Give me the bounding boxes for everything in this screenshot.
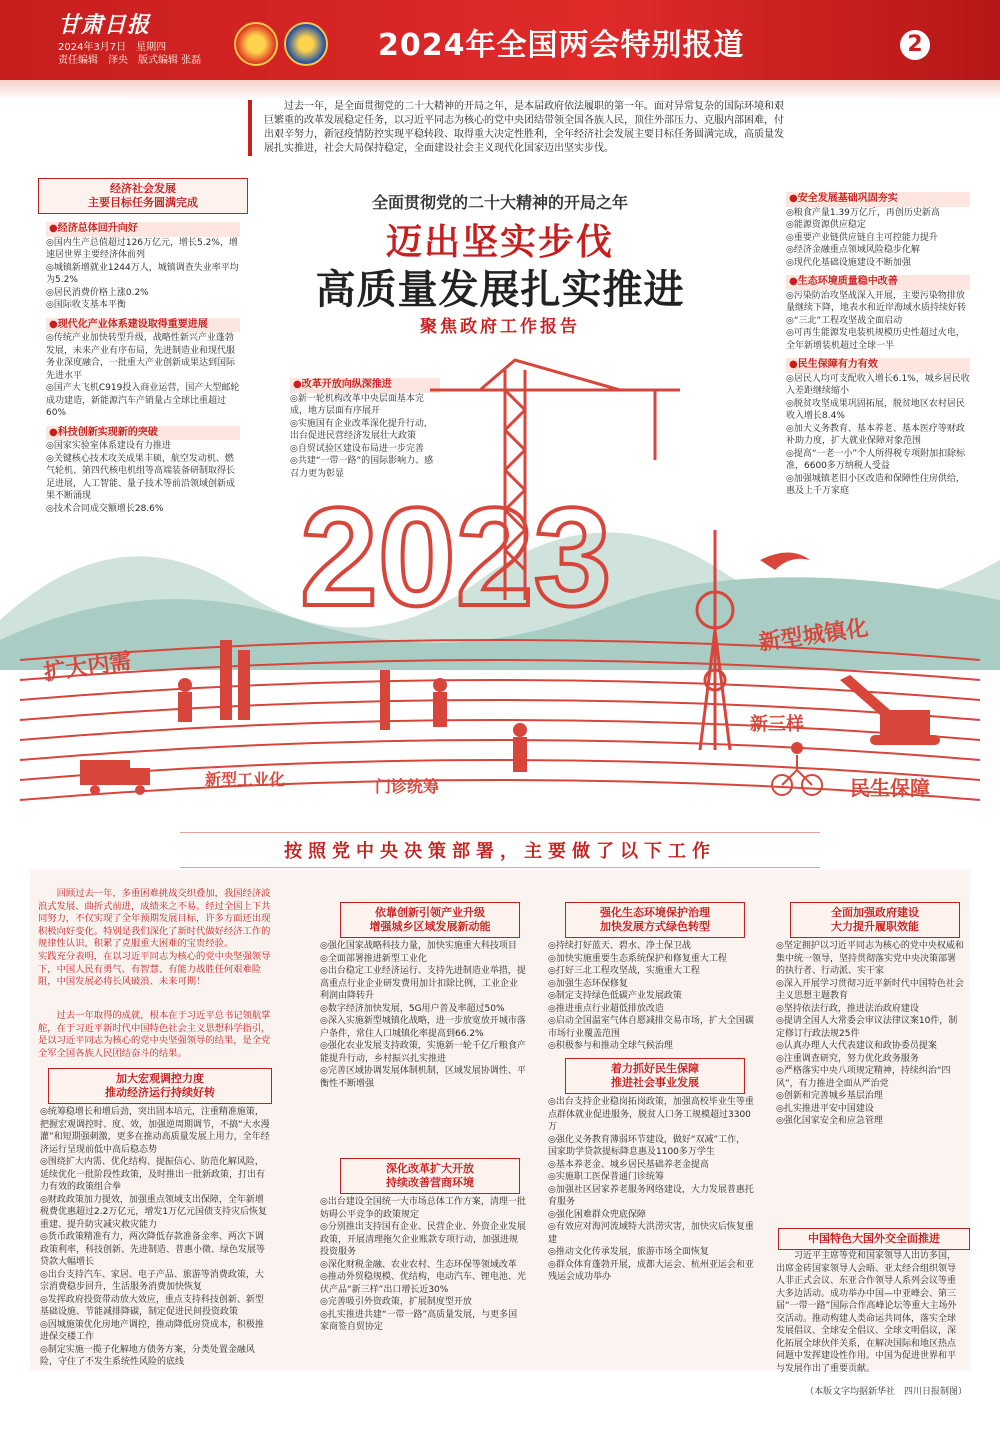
- sub-title: 全面贯彻党的二十大精神的开局之年: [371, 193, 628, 212]
- col4-header2: 中国特色大国外交全面推进: [778, 1228, 970, 1250]
- masthead-fade: [0, 80, 1000, 100]
- item-title: ●科技创新实现新的突破: [46, 426, 240, 441]
- col4-header: 全面加强政府建设 大力提升履职效能: [790, 902, 960, 938]
- col1-text: ◎统筹稳增长和增后劲，突出固本培元，注重精准施策，把握宏观调控时、度、效，加强逆周期调节，不搞“大水漫灌”和短期强刺激，更多在推动高质量发展上用力，全年经济运行呈现前低中高后稳态势 ◎围绕扩大内需、优化结构、提振信心、防范化解风险，延续优化一批阶段性政策，及时推出一批新政策，打出有力有效的政策组合拳 ◎财政政策加力提效，加强重点领域支出保障，全年新增税费优惠超过2.2万亿元，增发1万亿元国债支持灾后恢复重建、提升防灾减灾救灾能力 ◎货币政策精准有力，两次降低存款准备金率、两次下调政策利率，科技创新、先进制造、普惠小微、绿色发展等贷款大幅增长 ◎出台支持汽车、家居、电子产品、旅游等消费政策，大宗消费稳步回升，生活服务消费加快恢复 ◎发挥政府投资带动放大效应，重点支持科技创新、新型基础设施、节能减排降碳，制定促进民间投资政策 ◎因城施策优化房地产调控，推动降低房贷成本，积极推进保交楼工作 ◎制定实施一揽子化解地方债务方案，分类处置金融风险，守住了不发生系统性风险的底线: [40, 1107, 270, 1367]
- review-quote: 回顾过去一年，多重困难挑战交织叠加，我国经济波浪式发展、曲折式前进，成绩来之不易。经过全国上下共同努力，不仅实现了全年预期发展目标，许多方面还出现积极向好变化。特别是我们深化了新时代做好经济工作的规律性认识，积累了克服重大困难的宝贵经验。 实践充分表明，在以习近平同志为核心的党中央坚强领导下，中国人民有勇气、有智慧、有能力战胜任何艰难险阻，中国发展必将长风破浪、未来可期！: [38, 888, 271, 988]
- item-text: ◎居民人均可支配收入增长6.1%，城乡居民收入差距继续缩小 ◎脱贫攻坚成果巩固拓展，脱贫地区农村居民收入增长8.4% ◎加大义务教育、基本养老、基本医疗等财政补助力度，扩大就业保障对象范围 ◎提高“一老一小”个人所得税专项附加扣除标准，6600多万纳税人受益 ◎加强城镇老旧小区改造和保障性住房供给，惠及上千万家庭: [786, 373, 970, 496]
- col1-header: 加大宏观调控力度 推动经济运行持续好转: [48, 1068, 272, 1104]
- national-emblem-icon: [234, 22, 278, 66]
- col3-header: 强化生态环境保护治理 加快发展方式绿色转型: [565, 902, 745, 938]
- col3-text: ◎持续打好蓝天、碧水、净土保卫战 ◎加快实施重要生态系统保护和修复重大工程 ◎打好三北工程攻坚战，实施重大工程 ◎加强生态环保修复 ◎制定支持绿色低碳产业发展政策 ◎推进重点行业超低排放改造 ◎启动全国温室气体自愿减排交易市场，扩大全国碳市场行业覆盖范围 ◎积极参与和推动全球气候治理: [548, 941, 754, 1051]
- col4-text2: 习近平主席等党和国家领导人出访多国，出席金砖国家领导人会晤、亚太经合组织领导人非正式会议、东亚合作领导人系列会议等重大多边活动。成功举办中国—中亚峰会、第三届“一带一路”国际合作高峰论坛等重大主场外交活动。推动构建人类命运共同体，落实全球发展倡议、全球安全倡议、全球文明倡议，深化拓展全球伙伴关系，在解决国际和地区热点问题中发挥建设性作用。中国为促进世界和平与发展作出了重要贡献。: [776, 1251, 957, 1374]
- col2-header2: 深化改革扩大开放 持续改善营商环境: [340, 1158, 520, 1194]
- label-expand-demand: 扩大内需: [42, 647, 133, 685]
- label-livelihood: 民生保障: [850, 778, 930, 800]
- label-new-industrialization: 新型工业化: [205, 772, 286, 789]
- label-outpatient: 门诊统筹: [375, 779, 440, 796]
- col2-text2: ◎出台建设全国统一大市场总体工作方案，清理一批妨碍公平竞争的政策规定 ◎分别推出支持国有企业、民营企业、外资企业发展政策，开展清理拖欠企业账款专项行动，加强进规投资服务 ◎深化财税金融、农业农村、生态环保等领域改革 ◎推动外贸稳规模、优结构，电动汽车、锂电池、光伏产品“新三样”出口增长近30% ◎完善吸引外资政策，扩展制度型开放 ◎扎实推进共建“一带一路”高质量发展，与更多国家商签自贸协定: [320, 1197, 526, 1332]
- achievement-quote: 过去一年取得的成就，根本在于习近平总书记领航掌舵，在于习近平新时代中国特色社会主义思想科学指引，是以习近平同志为核心的党中央坚强领导的结果，是全党全军全国各族人民团结奋斗的结果。: [38, 1010, 271, 1059]
- item-title: ●民生保障有力有效: [786, 358, 970, 373]
- truck-icon: [80, 760, 150, 795]
- col4-text: ◎坚定拥护以习近平同志为核心的党中央权威和集中统一领导，坚持贯彻落实党中央决策部署的执行者、行动派、实干家 ◎深入开展学习贯彻习近平新时代中国特色社会主义思想主题教育 ◎坚持依法行政，推进法治政府建设 ◎提请全国人大常委会审议法律议案10件，制定修订行政法规25件 ◎认真办理人大代表建议和政协委员提案 ◎注重调查研究，努力优化政务服务 ◎严格落实中央八项规定精神，持续纠治“四风”，有力推进全面从严治党 ◎创新和完善城乡基层治理 ◎扎实推进平安中国建设 ◎强化国家安全和应急管理: [776, 941, 964, 1126]
- cppcc-emblem-icon: [284, 22, 328, 66]
- item-text: ◎粮食产量1.39万亿斤，再创历史新高 ◎能源资源供应稳定 ◎重要产业链供应链自主可控能力提升 ◎经济金融重点领域风险稳步化解 ◎现代化基础设施建设不断加强: [786, 207, 940, 268]
- issue-date: 2024年3月7日 星期四: [58, 42, 167, 53]
- editors-line: 责任编辑 泽央 版式编辑 张磊: [58, 55, 202, 66]
- focus-subtitle: 聚焦政府工作报告: [420, 317, 580, 337]
- item-title: ●经济总体回升向好: [46, 222, 240, 237]
- left-panel-header: 经济社会发展 主要目标任务圆满完成: [38, 178, 248, 214]
- col3-header2: 着力抓好民生保障 推进社会事业发展: [565, 1058, 745, 1094]
- col2-text: ◎强化国家战略科技力量，加快实施重大科技项目 ◎全面部署推进新型工业化 ◎出台稳定工业经济运行、支持先进制造业举措，提高重点行业企业研发费用加计扣除比例，工业企业利润由降转升 ◎数字经济加快发展，5G用户普及率超过50% ◎深入实施新型城镇化战略，进一步放宽放开城市落户条件，常住人口城镇化率提高到66.2% ◎强化农业发展支持政策，实施新一轮千亿斤粮食产能提升行动，乡村振兴扎实推进 ◎完善区域协调发展体制机制，区域发展协调性、平衡性不断增强: [320, 941, 526, 1089]
- item-text: ◎新一轮机构改革中央层面基本完成，地方层面有序展开 ◎实施国有企业改革深化提升行动，出台促进民营经济发展壮大政策 ◎自贸试验区建设布局进一步完善 ◎共建“一带一路”的国际影响力、感召力更为彰显: [290, 393, 434, 479]
- item-text: ◎传统产业加快转型升级，战略性新兴产业蓬勃发展，未来产业有序布局，先进制造业和现代服务业深度融合，一批重大产业创新成果达到国际先进水平 ◎国产大飞机C919投入商业运营，国产大型邮轮成功建造，新能源汽车产销量占全球比重超过60%: [46, 333, 240, 418]
- item-title: ●安全发展基础巩固夯实: [786, 192, 970, 207]
- intro-paragraph: 过去一年，是全面贯彻党的二十大精神的开局之年，是本届政府依法履职的第一年。面对异常复杂的国际环境和艰巨繁重的改革发展稳定任务，以习近平同志为核心的党中央团结带领全国各族人民，顶住外部压力、克服内部困难，付出艰辛努力，新冠疫情防控实现平稳转段、取得重大决定性胜利，全年经济社会发展主要目标任务圆满完成，高质量发展扎实推进，社会大局保持稳定，全面建设社会主义现代化国家迈出坚实步伐。: [248, 100, 784, 156]
- item-title: ●现代化产业体系建设取得重要进展: [46, 318, 240, 333]
- label-new-three: 新三样: [750, 714, 804, 734]
- source-note: （本版文字均据新华社 四川日报制图）: [805, 1387, 968, 1397]
- item-title: ●改革开放向纵深推进: [290, 378, 440, 393]
- item-text: ◎污染防治攻坚战深入开展，主要污染物排放量继续下降，地表水和近岸海域水质持续好转 ◎“三北”工程攻坚战全面启动 ◎可再生能源发电装机规模历史性超过火电，全年新增装机超过全球一半: [786, 290, 967, 351]
- page-number: 2: [900, 30, 930, 60]
- col2-header: 依靠创新引领产业升级 增强城乡区域发展新动能: [340, 902, 520, 938]
- crane-bird-icon: [760, 553, 810, 571]
- development-illustration: [0, 330, 1000, 830]
- item-title: ●生态环境质量稳中改善: [786, 275, 970, 290]
- main-title-1: 迈出坚实步伐: [385, 222, 614, 263]
- newspaper-logo: 甘肃日报: [58, 13, 151, 38]
- deployment-banner: 按照党中央决策部署，主要做了以下工作: [180, 832, 820, 868]
- item-text: ◎国内生产总值超过126万亿元，增长5.2%，增速居世界主要经济体前列 ◎城镇新增就业1244万人，城镇调查失业率平均为5.2% ◎居民消费价格上涨0.2% ◎国际收支基本平衡: [46, 237, 239, 310]
- item-text: ◎国家实验室体系建设有力推进 ◎关键核心技术攻关成果丰硕，航空发动机、燃气轮机、第四代核电机组等高端装备研制取得长足进展，人工智能、量子技术等前沿领域创新成果不断涌现 ◎技术合同成交额增长28.6%: [46, 441, 236, 514]
- label-new-urbanization: 新型城镇化: [757, 614, 870, 655]
- year-2023: 2023: [300, 478, 612, 635]
- col3-text2: ◎出台支持企业稳岗拓岗政策，加强高校毕业生等重点群体就业促进服务，脱贫人口务工规模超过3300万 ◎强化义务教育薄弱环节建设，做好“双减”工作，国家助学贷款提标降息惠及1100多万学生 ◎基本养老金、城乡居民基础养老金提高 ◎实施职工医保普通门诊统筹 ◎加强社区居家养老服务网络建设，大力发展普惠托育服务 ◎强化困难群众兜底保障 ◎有效应对海河流域特大洪涝灾害，加快灾后恢复重建 ◎推动文化传承发展，旅游市场全面恢复 ◎群众体育蓬勃开展，成都大运会、杭州亚运会和亚残运会成功举办: [548, 1097, 754, 1282]
- special-report-title: 2024年全国两会特别报道: [378, 28, 745, 63]
- main-title-2: 高质量发展扎实推进: [315, 267, 685, 313]
